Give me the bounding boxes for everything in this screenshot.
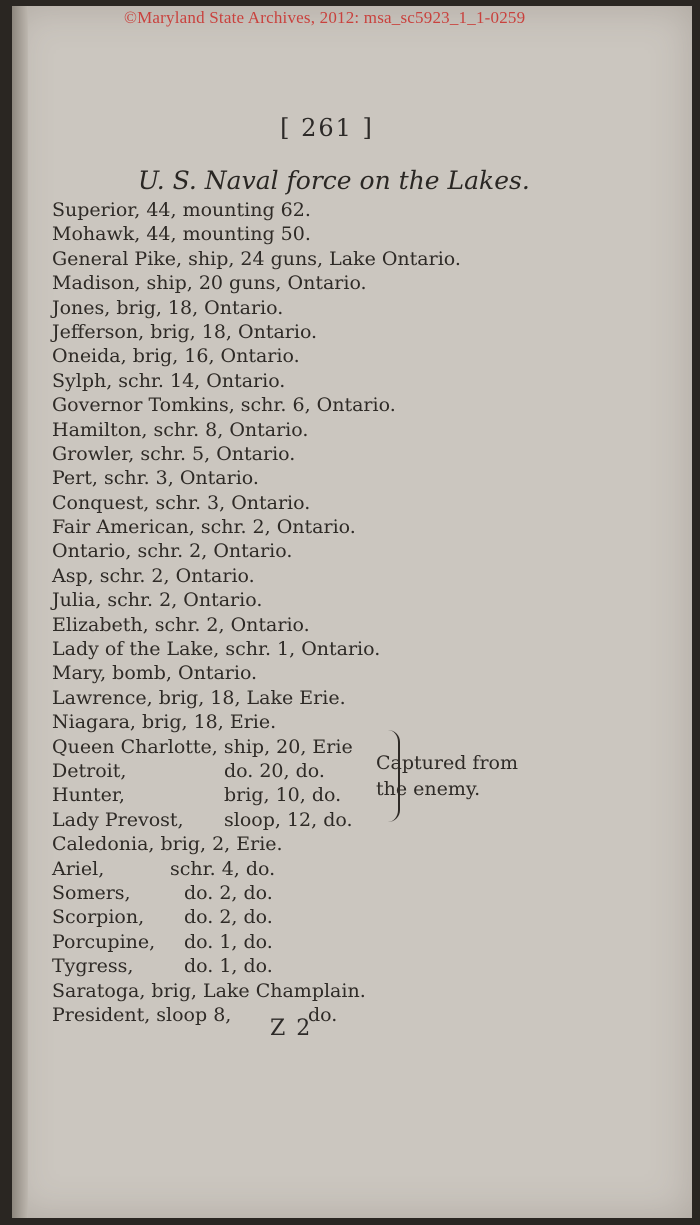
signature-mark: Z 2 [270,1016,313,1041]
page-heading: U. S. Naval force on the Lakes. [138,166,530,195]
list-item: Somers, do. 2, do. [52,881,273,904]
list-item: Julia, schr. 2, Ontario. [52,589,263,612]
book-page [12,6,692,1218]
list-item: Caledonia, brig, 2, Erie. [52,833,283,856]
vessel-list [52,198,672,1027]
list-item: Porcupine, do. 1, do. [52,930,273,953]
list-item: Lady of the Lake, schr. 1, Ontario. [52,638,381,661]
list-item: Oneida, brig, 16, Ontario. [52,345,300,368]
list-item: Madison, ship, 20 guns, Ontario. [52,272,367,295]
list-item: General Pike, ship, 24 guns, Lake Ontario. [52,247,461,270]
captured-note: Captured from the enemy. [376,752,518,800]
list-item: Jefferson, brig, 18, Ontario. [52,320,318,343]
captured-row: Lady Prevost, sloop, 12, do. [52,808,353,831]
list-item: Fair American, schr. 2, Ontario. [52,516,356,539]
captured-row: Hunter, brig, 10, do. [52,784,342,807]
list-item: Lawrence, brig, 18, Lake Erie. [52,686,346,709]
list-item: Governor Tomkins, schr. 6, Ontario. [52,394,396,417]
page-number: [ 261 ] [280,114,374,142]
list-item: Hamilton, schr. 8, Ontario. [52,418,309,441]
list-item: Asp, schr. 2, Ontario. [52,564,255,587]
list-item: President, sloop 8, do. [52,1003,338,1026]
list-item: Scorpion, do. 2, do. [52,906,273,929]
list-item: Elizabeth, schr. 2, Ontario. [52,613,310,636]
list-item: Tygress, do. 1, do. [52,955,273,978]
list-item: Ontario, schr. 2, Ontario. [52,540,293,563]
list-item: Conquest, schr. 3, Ontario. [52,491,311,514]
list-item: Niagara, brig, 18, Erie. [52,711,277,734]
list-item: Superior, 44, mounting 62. [52,199,311,221]
list-item: Saratoga, brig, Lake Champlain. [52,979,366,1002]
list-item: Jones, brig, 18, Ontario. [52,296,284,319]
list-item: Ariel, schr. 4, do. [52,857,276,880]
list-item: Mary, bomb, Ontario. [52,662,258,685]
list-item: Growler, schr. 5, Ontario. [52,442,296,465]
list-item: Sylph, schr. 14, Ontario. [52,369,286,392]
captured-row: Detroit, do. 20, do. [52,759,325,782]
list-item: Mohawk, 44, mounting 50. [52,223,311,246]
archive-watermark: ©Maryland State Archives, 2012: msa_sc5923_1_1-0259 [124,8,526,27]
list-item: Queen Charlotte, ship, 20, Erie [52,735,353,758]
page-gutter [12,6,28,1218]
list-item: Pert, schr. 3, Ontario. [52,467,259,490]
